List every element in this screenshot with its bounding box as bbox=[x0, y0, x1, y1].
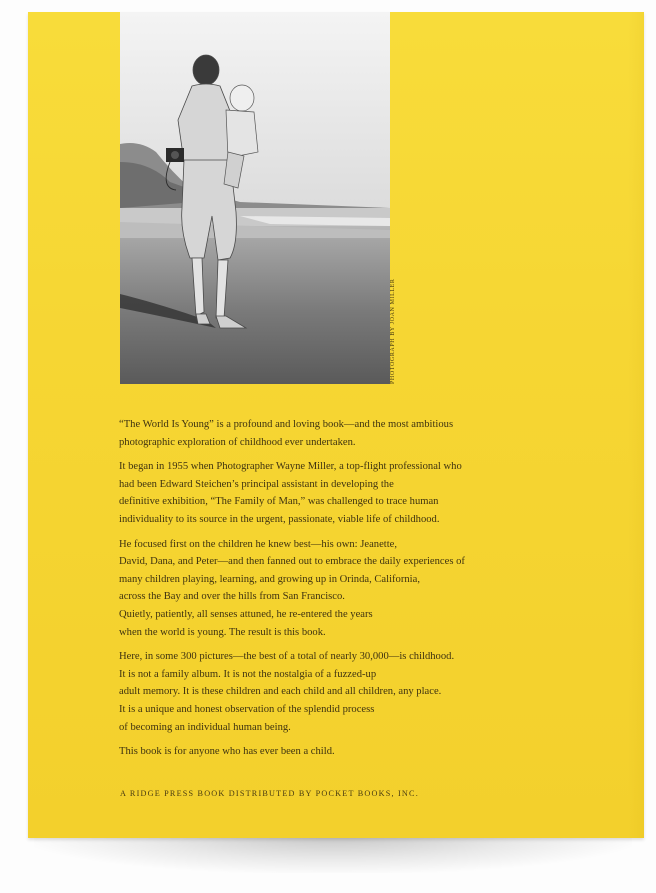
publisher-line: A RIDGE PRESS BOOK DISTRIBUTED BY POCKET BOOKS, INC. bbox=[120, 789, 419, 798]
cover-shadow bbox=[34, 835, 632, 873]
blurb-paragraph-3: He focused first on the children he knew best—his own: Jeanette, David, Dana, and Peter—and then fanned out to embrace the daily experiences of many children playing, learning, and growing up in Orinda, California, across the Bay and over the hills from San Francisco. Quietly, patiently, all senses attuned, he re-entered the years when the world is young. The result is this book. bbox=[119, 538, 465, 638]
book-back-cover bbox=[28, 12, 644, 838]
blurb-paragraph-2: It began in 1955 when Photographer Wayne Miller, a top-flight professional who had been Edward Steichen’s principal assistant in developing the definitive exhibition, “The Family of Man,” was challenged to trace human individuality to its source in the urgent, passionate, viable life of childhood. bbox=[119, 461, 462, 525]
blurb-paragraph-1: “The World Is Young” is a profound and loving book—and the most ambitious photographic exploration of childhood ever undertaken. bbox=[119, 419, 454, 448]
cover-photograph bbox=[120, 12, 390, 384]
blurb-text bbox=[119, 416, 559, 768]
blurb-paragraph-5: This book is for anyone who has ever been a child. bbox=[119, 746, 335, 758]
blurb-paragraph-4: Here, in some 300 pictures—the best of a total of nearly 30,000—is childhood. It is not a family album. It is not the nostalgia of a fuzzed-up adult memory. It is these children and each child and all children, any place. It is a unique and honest observation of the splendid process of becoming an individual human being. bbox=[119, 651, 455, 733]
photograph-icon bbox=[120, 12, 390, 384]
photo-credit: PHOTOGRAPH BY JOAN MILLER bbox=[390, 278, 396, 384]
